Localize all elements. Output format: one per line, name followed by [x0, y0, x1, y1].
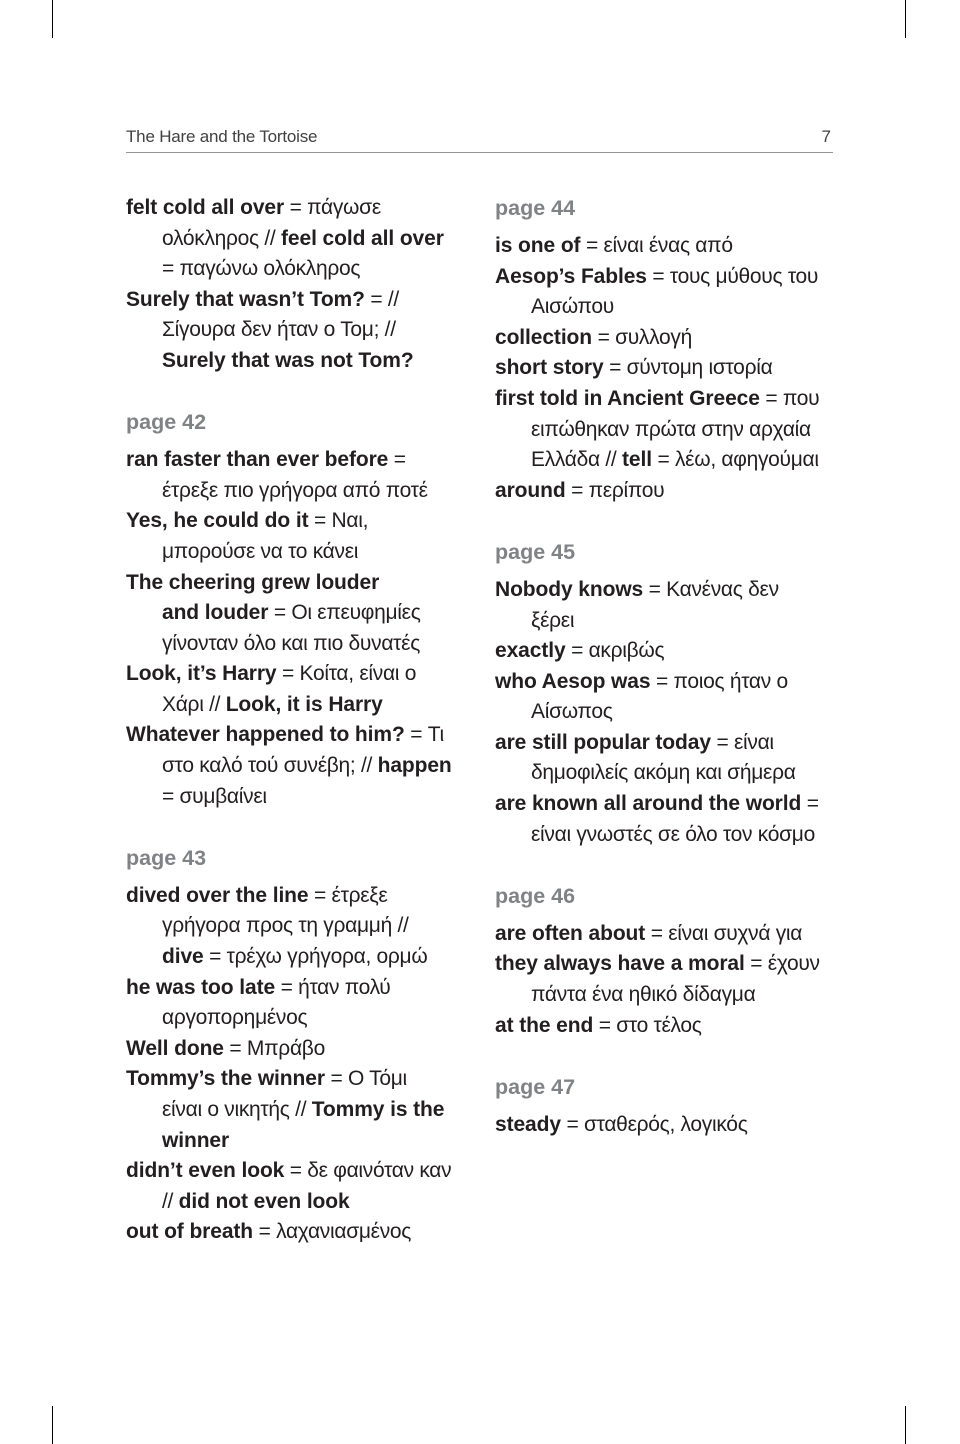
glossary-gloss: = Κανένας δεν	[643, 577, 779, 601]
glossary-gloss: = συμβαίνει	[162, 784, 267, 808]
glossary-term: Surely that wasn’t Tom?	[126, 287, 365, 311]
glossary-term: are still popular today	[495, 730, 711, 754]
glossary-gloss: = έτρεξε	[308, 883, 388, 907]
running-header	[126, 127, 833, 147]
glossary-gloss: = Μπράβο	[223, 1036, 325, 1060]
glossary-gloss: = τρέχω γρήγορα, ορμώ	[203, 945, 428, 969]
glossary-line	[126, 537, 476, 568]
glossary-gloss: = ήταν πολύ	[275, 975, 391, 999]
glossary-gloss: = σύντομη ιστορία	[603, 356, 773, 380]
glossary-term: Nobody knows	[495, 577, 644, 601]
glossary-term: Whatever happened to him?	[126, 723, 405, 747]
glossary-gloss: = ακριβώς	[565, 639, 665, 663]
glossary-term: around	[495, 478, 566, 502]
glossary-term: they always have a moral	[495, 952, 745, 976]
glossary-line	[126, 911, 476, 942]
glossary-term: collection	[495, 325, 593, 349]
glossary-term: Look, it is Harry	[225, 692, 383, 716]
glossary-line	[126, 193, 476, 224]
glossary-line	[126, 1156, 476, 1187]
glossary-term: exactly	[495, 639, 566, 663]
glossary-term: ran faster than ever before	[126, 448, 389, 472]
glossary-line	[126, 659, 476, 690]
glossary-line	[126, 690, 476, 721]
glossary-line	[495, 1011, 835, 1042]
glossary-term: didn’t even look	[126, 1159, 285, 1183]
glossary-section	[126, 193, 476, 377]
glossary-line	[495, 323, 835, 354]
glossary-term: he was too late	[126, 975, 276, 999]
glossary-line	[126, 1217, 476, 1248]
glossary-gloss: = ποιος ήταν ο	[650, 669, 788, 693]
glossary-column-right	[495, 193, 835, 1140]
glossary-line	[495, 919, 835, 950]
glossary-gloss: = δε φαινόταν καν	[284, 1159, 452, 1183]
glossary-gloss: = σταθερός, λογικός	[560, 1112, 748, 1136]
glossary-line	[126, 476, 476, 507]
glossary-line	[126, 224, 476, 255]
crop-mark-bottom-right	[905, 1406, 906, 1444]
glossary-term: Tommy is the	[311, 1098, 445, 1121]
glossary-gloss: = συλλογή	[592, 325, 692, 349]
glossary-line	[495, 820, 835, 851]
glossary-gloss: στο καλό τού συνέβη; //	[162, 754, 378, 778]
glossary-gloss: πάντα ένα ηθικό δίδαγμα	[531, 983, 756, 1007]
glossary-line	[495, 980, 835, 1011]
glossary-line	[126, 1187, 476, 1218]
glossary-gloss: = που	[759, 386, 820, 410]
glossary-term: Yes, he could do it	[126, 509, 309, 533]
glossary-gloss: = Ο Τόμι	[324, 1067, 407, 1091]
glossary-line	[126, 445, 476, 476]
glossary-line	[126, 1003, 476, 1034]
glossary-line	[126, 629, 476, 660]
glossary-term: happen	[377, 754, 452, 778]
glossary-term: tell	[622, 448, 652, 472]
section-heading: page 44	[495, 196, 576, 220]
glossary-term: did not even look	[178, 1189, 350, 1213]
glossary-line	[495, 789, 835, 820]
section-heading: page 47	[495, 1074, 576, 1099]
glossary-line	[495, 445, 835, 476]
glossary-gloss: = //	[364, 287, 399, 311]
glossary-term: at the end	[495, 1013, 594, 1037]
section-heading: page 45	[495, 539, 576, 564]
glossary-line	[126, 942, 476, 973]
glossary-term: and louder	[162, 601, 269, 625]
crop-mark-top-right	[905, 0, 906, 38]
glossary-term: Aesop’s Fables	[495, 264, 647, 288]
glossary-line	[126, 751, 476, 782]
glossary-term: Tommy’s the winner	[126, 1067, 325, 1091]
glossary-gloss: = είναι συχνά για	[645, 921, 803, 945]
glossary-gloss: = λαχανιασμένος	[253, 1220, 412, 1244]
glossary-gloss: = στο τέλος	[593, 1013, 702, 1037]
glossary-gloss: μπορούσε να το κάνει	[162, 539, 359, 563]
glossary-gloss: είναι ο νικητής //	[162, 1098, 312, 1121]
header-rule	[126, 152, 833, 153]
glossary-section	[495, 881, 835, 1041]
glossary-gloss: Χάρι //	[162, 692, 226, 716]
glossary-line	[495, 353, 835, 384]
glossary-gloss: ειπώθηκαν πρώτα στην αρχαία	[531, 417, 811, 441]
glossary-gloss: = έχουν	[744, 952, 820, 976]
glossary-term: Look, it’s Harry	[126, 662, 277, 686]
crop-mark-top-left	[52, 0, 53, 38]
glossary-line	[126, 254, 476, 285]
glossary-gloss: = πάγωσε	[284, 196, 381, 219]
glossary-term: Surely that was not Tom?	[162, 348, 414, 372]
glossary-section	[495, 1072, 835, 1141]
glossary-line	[126, 782, 476, 813]
glossary-line	[495, 949, 835, 980]
glossary-term: are often about	[495, 921, 646, 945]
glossary-term: out of breath	[126, 1220, 254, 1244]
glossary-term: Well done	[126, 1036, 224, 1060]
glossary-gloss: = Οι επευφημίες	[268, 601, 421, 625]
glossary-line	[495, 636, 835, 667]
glossary-line	[495, 415, 835, 446]
glossary-gloss: γρήγορα προς τη γραμμή //	[162, 914, 409, 938]
glossary-gloss: έτρεξε πιο γρήγορα από ποτέ	[162, 478, 428, 502]
glossary-column-left	[126, 193, 476, 1248]
glossary-gloss: Σίγουρα δεν ήταν ο Τομ; //	[162, 318, 396, 342]
glossary-term: who Aesop was	[495, 669, 651, 693]
glossary-line	[126, 346, 476, 377]
glossary-gloss: = παγώνω ολόκληρος	[162, 257, 361, 281]
glossary-line	[126, 315, 476, 346]
glossary-gloss: είναι γνωστές σε όλο τον κόσμο	[531, 822, 815, 846]
glossary-line	[126, 1095, 476, 1126]
glossary-line	[495, 231, 835, 262]
glossary-gloss: = περίπου	[565, 478, 665, 502]
glossary-line	[126, 720, 476, 751]
glossary-gloss: δημοφιλείς ακόμη και σήμερα	[531, 761, 796, 785]
crop-mark-bottom-left	[52, 1406, 53, 1444]
glossary-section	[126, 843, 476, 1248]
glossary-section	[126, 407, 476, 812]
glossary-gloss: =	[388, 448, 406, 472]
glossary-line	[495, 262, 835, 293]
glossary-line	[126, 1064, 476, 1095]
glossary-term: first told in Ancient Greece	[495, 386, 760, 410]
glossary-line	[126, 881, 476, 912]
section-heading: page 43	[126, 845, 207, 870]
glossary-line	[126, 973, 476, 1004]
glossary-gloss: = είναι	[710, 730, 774, 754]
glossary-term: steady	[495, 1112, 561, 1136]
running-title: The Hare and the Tortoise	[126, 127, 318, 146]
section-heading: page 46	[495, 883, 576, 908]
glossary-gloss: γίνονταν όλο και πιο δυνατές	[162, 631, 421, 655]
glossary-gloss: = είναι ένας από	[580, 233, 733, 257]
glossary-line	[495, 476, 835, 507]
glossary-gloss: ολόκληρος //	[162, 226, 282, 250]
glossary-line	[495, 606, 835, 637]
glossary-gloss: αργοπορημένος	[162, 1006, 308, 1030]
glossary-line	[495, 758, 835, 789]
glossary-term: feel cold all over	[281, 226, 444, 250]
glossary-term: short story	[495, 356, 604, 380]
glossary-term: are known all around the world	[495, 792, 802, 816]
glossary-line	[126, 1034, 476, 1065]
glossary-section	[495, 537, 835, 850]
glossary-gloss: //	[162, 1189, 179, 1213]
glossary-term: dived over the line	[126, 883, 309, 907]
glossary-term: winner	[162, 1128, 230, 1152]
glossary-line	[126, 568, 476, 599]
glossary-gloss: =	[801, 792, 819, 816]
glossary-gloss: Αίσωπος	[531, 700, 613, 724]
glossary-line	[495, 575, 835, 606]
glossary-line	[495, 697, 835, 728]
glossary-gloss: = Ναι,	[308, 509, 369, 533]
glossary-term: felt cold all over	[126, 196, 285, 219]
glossary-gloss: Ελλάδα //	[531, 448, 622, 472]
glossary-gloss: = Τι	[404, 723, 444, 747]
glossary-line	[495, 667, 835, 698]
glossary-line	[495, 728, 835, 759]
glossary-line	[495, 384, 835, 415]
glossary-gloss: = Κοίτα, είναι ο	[276, 662, 417, 686]
glossary-term: The cheering grew louder	[126, 570, 380, 594]
glossary-line	[126, 506, 476, 537]
glossary-line	[126, 598, 476, 629]
glossary-gloss: = λέω, αφηγούμαι	[651, 448, 819, 472]
glossary-line	[495, 1110, 835, 1141]
glossary-line	[495, 292, 835, 323]
glossary-term: is one of	[495, 233, 581, 257]
glossary-gloss: Αισώπου	[531, 295, 614, 319]
glossary-gloss: ξέρει	[531, 608, 575, 632]
glossary-term: dive	[162, 945, 204, 969]
section-heading: page 42	[126, 410, 207, 435]
glossary-line	[126, 285, 476, 316]
page-number: 7	[821, 127, 831, 146]
glossary-line	[126, 1126, 476, 1157]
glossary-section	[495, 193, 835, 506]
glossary-gloss: = τους μύθους του	[646, 264, 819, 288]
